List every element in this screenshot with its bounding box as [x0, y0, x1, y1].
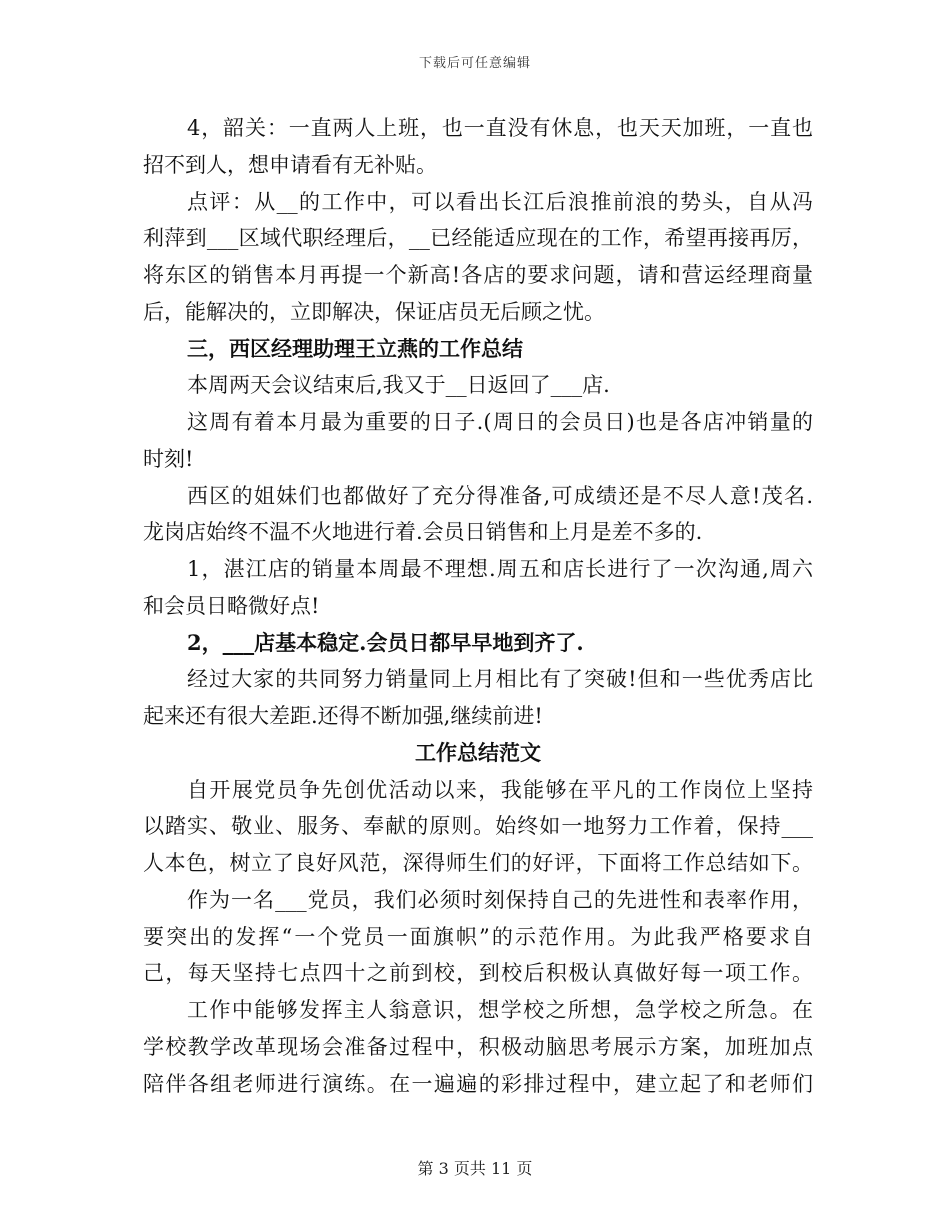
text-line: 这周有着本月最为重要的日子.(周日的会员日)也是各店冲销量的 — [187, 410, 813, 434]
text-line: 1，湛江店的销量本周最不理想.周五和店长进行了一次沟通,周六 — [187, 557, 813, 581]
text-line: 起来还有很大差距.还得不断加强,继续前进! — [143, 704, 543, 728]
section-heading-line: 三，西区经理助理王立燕的工作总结 — [187, 335, 523, 361]
text-line: 龙岗店始终不温不火地进行着.会员日销售和上月是差不多的. — [143, 520, 703, 545]
text-line: 招不到人，想申请看有无补贴。 — [143, 152, 437, 177]
text-line: 人本色，树立了良好风范，深得师生们的好评，下面将工作总结如下。 — [143, 851, 813, 875]
text-line: 经过大家的共同努力销量同上月相比有了突破!但和一些优秀店比 — [187, 667, 813, 692]
text-line: 工作中能够发挥主人翁意识，想学校之所想，急学校之所急。在 — [187, 998, 813, 1022]
text-line: 要突出的发挥“一个党员一面旗帜”的示范作用。为此我严格要求自 — [143, 924, 813, 949]
text-line: 学校教学改革现场会准备过程中，积极动脑思考展示方案，加班加点 — [143, 1034, 813, 1059]
text-line: 西区的姐妹们也都做好了充分得准备,可成绩还是不尽人意!茂名. — [187, 483, 813, 508]
text-line: 自开展党员争先创优活动以来，我能够在平凡的工作岗位上坚持 — [187, 777, 813, 802]
text-line: 己，每天坚持七点四十之前到校，到校后积极认真做好每一项工作。 — [143, 961, 813, 986]
document-body — [143, 110, 813, 1102]
page-header: 下载后可任意编辑 — [418, 56, 531, 71]
text-line: 后，能解决的，立即解决，保证店员无后顾之忧。 — [143, 299, 605, 324]
text-line: 本周两天会议结束后,我又于__日返回了___店. — [187, 373, 610, 398]
text-line: 作为一名___党员，我们必须时刻保持自己的先进性和表率作用， — [187, 887, 813, 912]
text-line: 4，韶关：一直两人上班，也一直没有休息，也天天加班，一直也 — [187, 116, 813, 140]
text-line: 将东区的销售本月再提一个新高!各店的要求问题，请和营运经理商量 — [143, 263, 813, 287]
text-line: 时刻! — [143, 446, 194, 471]
text-line: 利萍到___区域代职经理后，__已经能适应现在的工作，希望再接再厉， — [143, 226, 813, 251]
section-heading-line: 2，___店基本稳定.会员日都早早地到齐了. — [187, 629, 584, 655]
text-line: 以踏实、敬业、服务、奉献的原则。始终如一地努力工作着，保持___ — [143, 814, 813, 839]
text-line: 和会员日略微好点! — [143, 593, 320, 618]
text-line: 陪伴各组老师进行演练。在一遍遍的彩排过程中，建立起了和老师们 — [143, 1071, 813, 1096]
text-line: 点评：从__的工作中，可以看出长江后浪推前浪的势头，自从冯 — [187, 189, 813, 214]
section-title: 工作总结范文 — [415, 739, 541, 765]
page-footer: 第 3 页共 11 页 — [417, 1159, 533, 1178]
